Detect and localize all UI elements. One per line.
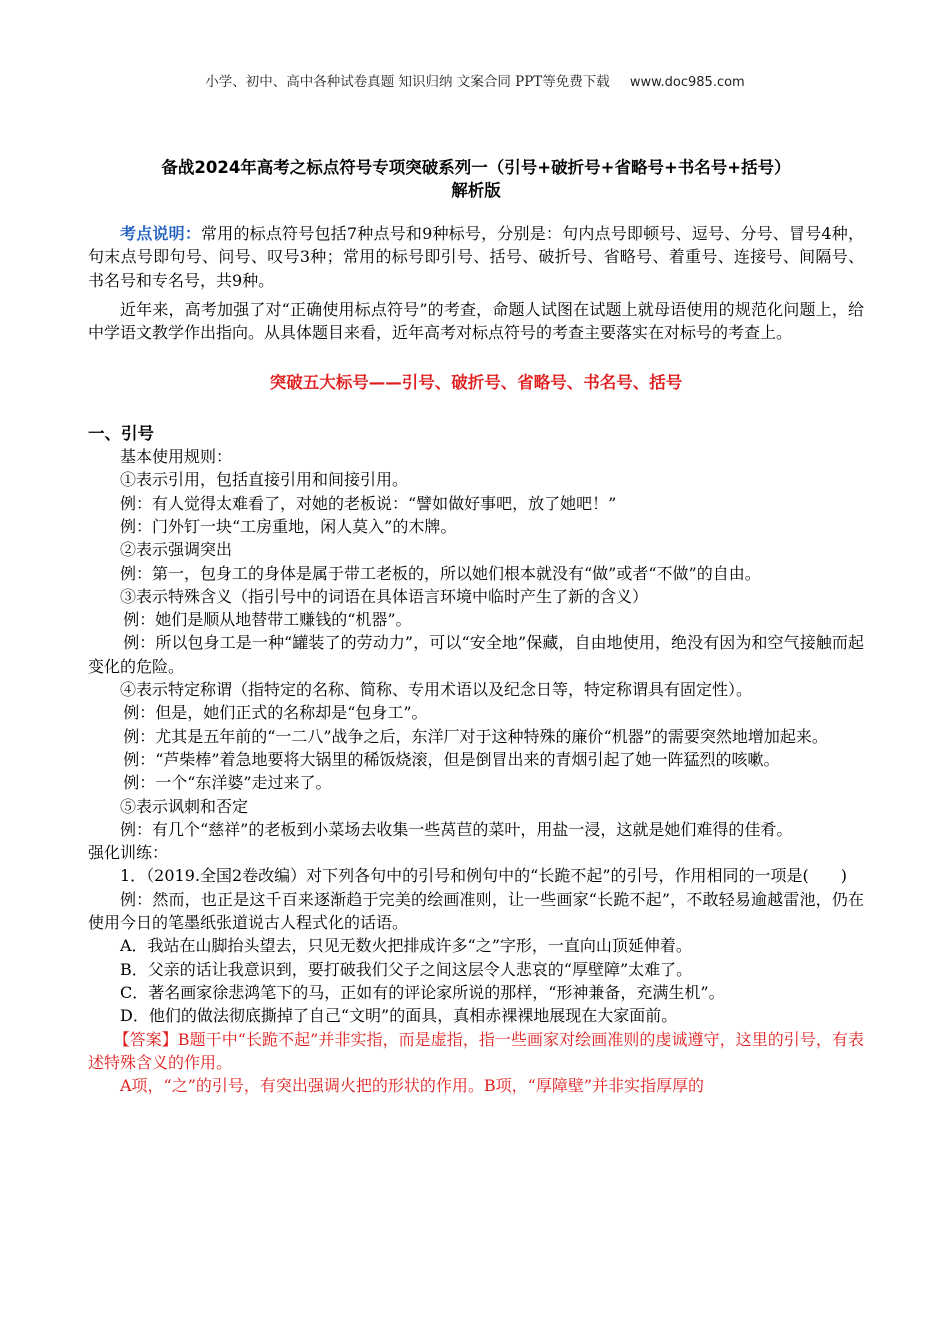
question-1: 1．（2019.全国2卷改编）对下列各句中的引号和例句中的“长跪不起”的引号，作用相同的一项是( ) bbox=[120, 866, 848, 886]
rule-1: ①表示引用，包括直接引用和间接引用。 bbox=[120, 470, 409, 490]
section-heading: 突破五大标号——引号、破折号、省略号、书名号、括号 bbox=[269, 373, 683, 393]
example-3a: 例：她们是顺从地替带工赚钱的“机器”。 bbox=[123, 610, 412, 630]
question-1-example: 例：然而，也正是这千百来逐渐趋于完美的绘画准则，让一些画家“长跪不起”，不敢轻易逾越雷池，仍在使用今日的笔墨纸张道说古人程式化的话语。 bbox=[88, 889, 864, 933]
title-line-2: 解析版 bbox=[451, 181, 501, 200]
basic-rules-label: 基本使用规则： bbox=[120, 447, 233, 467]
option-b: B．父亲的话让我意识到，要打破我们父子之间这层令人悲哀的“厚壁障”太难了。 bbox=[120, 959, 693, 979]
site-link[interactable]: www.doc985.com bbox=[629, 75, 745, 90]
training-label: 强化训练： bbox=[88, 843, 169, 863]
rule-2: ②表示强调突出 bbox=[120, 540, 233, 560]
example-4b: 例：尤其是五年前的“一二八”战争之后，东洋厂对于这种特殊的廉价“机器”的需要突然地增加起来。 bbox=[123, 726, 828, 746]
example-4d: 例：一个“东洋婆”走过来了。 bbox=[123, 773, 332, 793]
example-1a: 例：有人觉得太难看了，对她的老板说：“譬如做好事吧，放了她吧！” bbox=[120, 493, 617, 513]
heading-quotation-marks: 一、引号 bbox=[88, 423, 154, 443]
option-c: C．著名画家徐悲鸿笔下的马，正如有的评论家所说的那样，“形神兼备，充满生机”。 bbox=[120, 982, 725, 1002]
header-banner bbox=[0, 70, 950, 90]
answer-text: B题干中“长跪不起”并非实指，而是虚指，指一些画家对绘画准则的虔诚遵守，这里的引号，有表述特殊含义的作用。 bbox=[88, 1029, 864, 1072]
answer-paragraph bbox=[88, 1028, 864, 1075]
kaodian-paragraph bbox=[88, 222, 864, 292]
banner-text: 小学、初中、高中各种试卷真题 知识归纳 文案合同 PPT等免费下载 bbox=[205, 74, 610, 90]
example-4c: 例：“芦柴棒”着急地要将大锅里的稀饭烧滚，但是倒冒出来的青烟引起了她一阵猛烈的咳嗽。 bbox=[123, 749, 780, 769]
rule-3: ③表示特殊含义（指引号中的词语在具体语言环境中临时产生了新的含义） bbox=[120, 586, 649, 606]
option-a: A．我站在山脚抬头望去，只见无数火把排成许多“之”字形，一直向山顶延伸着。 bbox=[120, 936, 692, 956]
example-4a: 例：但是，她们正式的名称却是“包身工”。 bbox=[123, 703, 428, 723]
title-line-1: 备战2024年高考之标点符号专项突破系列一（引号+破折号+省略号+书名号+括号） bbox=[161, 158, 791, 177]
kaodian-label: 考点说明： bbox=[120, 224, 202, 243]
option-d: D．他们的做法彻底撕掉了自己“文明”的面具，真相赤裸裸地展现在大家面前。 bbox=[120, 1006, 678, 1026]
analysis-paragraph: A项，“之”的引号，有突出强调火把的形状的作用。B项，“厚障壁”并非实指厚厚的 bbox=[120, 1076, 705, 1096]
document-title bbox=[88, 156, 864, 202]
intro-paragraph: 近年来，高考加强了对“正确使用标点符号”的考查，命题人试图在试题上就母语使用的规范化问题上，给中学语文教学作出指向。从具体题目来看，近年高考对标点符号的考查主要落实在对标号的考查上。 bbox=[88, 299, 864, 343]
answer-label: 【答案】 bbox=[113, 1029, 178, 1049]
document-body bbox=[88, 222, 864, 1097]
example-5a: 例：有几个“慈祥”的老板到小菜场去收集一些莴苣的菜叶，用盐一浸，这就是她们难得的佳肴。 bbox=[120, 819, 793, 839]
rule-4: ④表示特定称谓（指特定的名称、简称、专用术语以及纪念日等，特定称谓具有固定性）。 bbox=[120, 680, 753, 700]
example-3b: 例：所以包身工是一种“罐装了的劳动力”，可以“安全地”保藏，自由地使用，绝没有因为和空气接触而起变化的危险。 bbox=[88, 633, 864, 676]
kaodian-text: 常用的标点符号包括7种点号和9种标号，分别是：句内点号即顿号、逗号、分号、冒号4种，句末点号即句号、问号、叹号3种；常用的标号即引号、括号、破折号、省略号、着重号、连接号、间隔号、书名号和专名号，共9种。 bbox=[88, 224, 864, 290]
rule-5: ⑤表示讽刺和否定 bbox=[120, 796, 249, 816]
example-2a: 例：第一，包身工的身体是属于带工老板的，所以她们根本就没有“做”或者“不做”的自由。 bbox=[120, 563, 761, 583]
example-1b: 例：门外钉一块“工房重地，闲人莫入”的木牌。 bbox=[120, 516, 457, 536]
